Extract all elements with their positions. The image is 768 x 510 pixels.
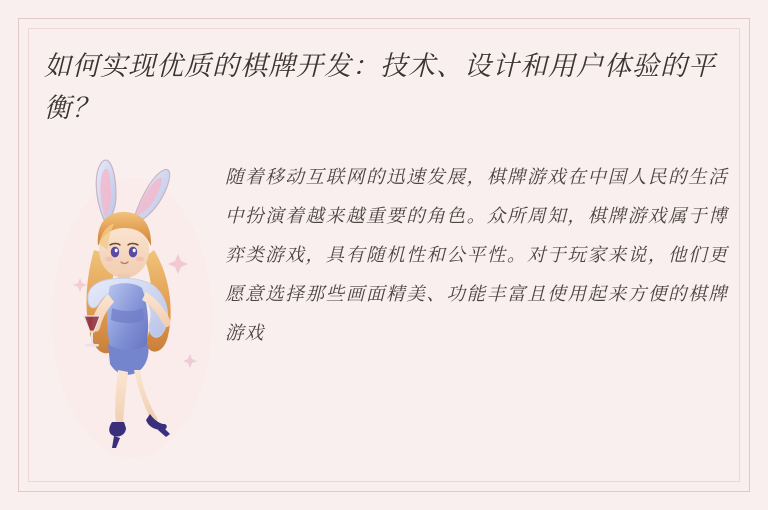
article-body: [40, 158, 728, 470]
page-title: 如何实现优质的棋牌开发：技术、设计和用户体验的平衡？: [44, 51, 716, 124]
document-content: [40, 40, 728, 470]
anime-girl-bunny-ears-illustration: [50, 158, 220, 458]
article-paragraph: 随着移动互联网的迅速发展，棋牌游戏在中国人民的生活中扮演着越来越重要的角色。众所周知，棋牌游戏属于博弈类游戏，具有随机性和公平性。对于玩家来说，他们更愿意选择那些画面精美、功能丰富且使用起来方便的棋牌游戏: [225, 167, 728, 344]
